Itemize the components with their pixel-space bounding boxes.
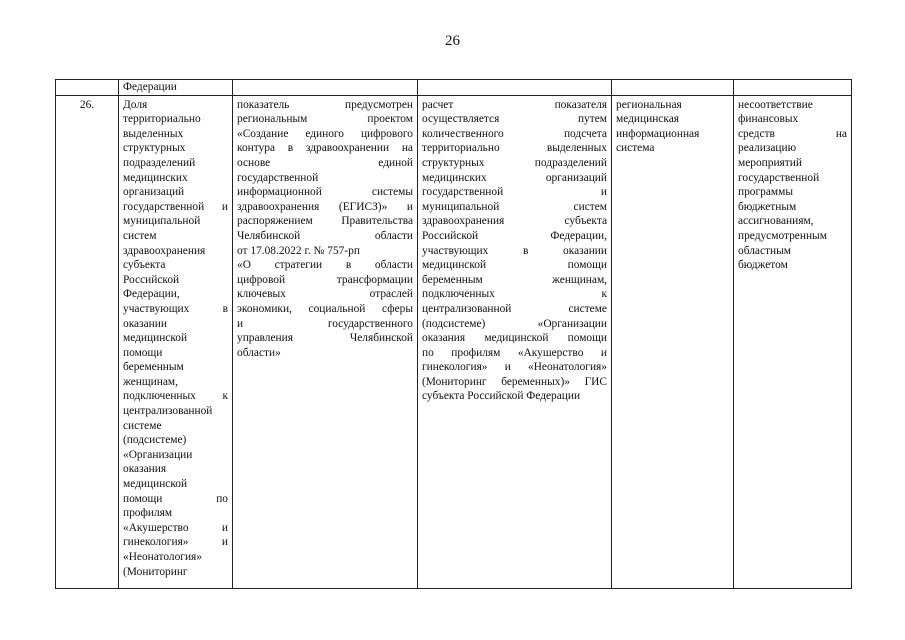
method-line: (подсистеме) «Организации (422, 317, 607, 330)
continued-cell-risk (734, 80, 852, 96)
continued-cell-number (56, 80, 119, 96)
basis-line: Челябинской области (237, 229, 413, 242)
indicator-line: медицинских (123, 171, 188, 184)
indicator-line: подразделений (123, 156, 196, 169)
method-text (422, 98, 607, 404)
basis-line: государственной (237, 171, 319, 184)
method-line: беременным женщинам, (422, 273, 607, 286)
basis-line: экономики, социальной сферы (237, 302, 413, 315)
basis-line: показатель предусмотрен (237, 98, 413, 111)
indicator-line: централизованной (123, 405, 213, 418)
indicator-line: подключенных к (123, 390, 228, 403)
risk-line: средств на (738, 127, 847, 140)
continued-cell-indicator: Федерации (119, 80, 233, 96)
indicator-line: субъекта (123, 259, 166, 272)
method-line: участвующих в оказании (422, 244, 607, 257)
risk-line: финансовых (738, 113, 799, 126)
indicator-line: «Акушерство и (123, 521, 228, 534)
risk-line: ассигнованиям, (738, 215, 814, 228)
indicator-line: женщинам, (123, 375, 178, 388)
basis-line: и государственного (237, 317, 413, 330)
indicator-line: медицинской (123, 478, 188, 491)
indicator-line: здравоохранения (123, 244, 206, 257)
risk-line: программы (738, 186, 793, 199)
indicator-line: оказания (123, 463, 167, 476)
basis-line: распоряжением Правительства (237, 215, 413, 228)
indicator-line: участвующих в (123, 302, 228, 315)
method-line: государственной и (422, 186, 607, 199)
method-line: здравоохранения субъекта (422, 215, 607, 228)
page-number: 26 (445, 33, 460, 49)
risk-line: мероприятий (738, 156, 802, 169)
method-line: субъекта Российской Федерации (422, 390, 581, 403)
basis-line: контура в здравоохранении на (237, 142, 413, 155)
indicator-line: Доля (123, 98, 148, 111)
indicator-line: системе (123, 419, 162, 432)
basis-line: управления Челябинской (237, 332, 413, 345)
risk-line: государственной (738, 171, 820, 184)
risk-line: реализацию (738, 142, 797, 155)
continued-cell-source (612, 80, 734, 96)
method-line: гинекология» и «Неонатология» (422, 361, 607, 374)
risk-cell (734, 95, 852, 588)
source-line: медицинская (616, 113, 680, 126)
indicator-line: государственной и (123, 200, 228, 213)
method-line: медицинских организаций (422, 171, 607, 184)
indicator-line: Российской (123, 273, 180, 286)
indicator-line: профилям (123, 507, 173, 520)
basis-line: ключевых отраслей (237, 288, 413, 301)
basis-line: региональным проектом (237, 113, 413, 126)
source-line: региональная (616, 98, 682, 111)
method-line: медицинской помощи (422, 259, 607, 272)
indicator-line: «Неонатология» (123, 551, 202, 563)
indicator-line: помощи (123, 346, 163, 359)
risk-line: бюджетом (738, 259, 788, 272)
indicator-cell (119, 95, 233, 588)
basis-line: «О стратегии в области (237, 259, 413, 272)
basis-line: «Создание единого цифрового (237, 127, 413, 140)
basis-text (237, 98, 413, 361)
method-cell (418, 95, 612, 588)
risk-line: предусмотренным (738, 229, 827, 242)
indicator-line: (Мониторинг (123, 565, 188, 578)
method-line: расчет показателя (422, 98, 607, 111)
basis-line: от 17.08.2022 г. № 757-рп (237, 244, 360, 257)
risk-line: областным (738, 244, 791, 257)
basis-line: цифровой трансформации (237, 273, 413, 286)
method-line: структурных подразделений (422, 156, 607, 169)
indicator-line: выделенных (123, 127, 184, 140)
table-row (56, 95, 852, 588)
basis-line: области» (237, 346, 281, 359)
method-line: централизованной системе (422, 302, 607, 315)
indicators-table (55, 79, 852, 589)
method-line: территориально выделенных (422, 142, 607, 155)
indicator-line: муниципальной (123, 215, 201, 228)
indicator-line: территориально (123, 113, 201, 126)
method-line: осуществляется путем (422, 113, 607, 126)
indicator-line: (подсистеме) (123, 434, 187, 447)
method-line: по профилям «Акушерство и (422, 346, 607, 359)
method-line: муниципальной систем (422, 200, 607, 213)
indicator-line: «Организации (123, 448, 193, 461)
indicator-line: систем (123, 229, 157, 242)
method-line: (Мониторинг беременных)» ГИС (422, 375, 607, 388)
indicator-line: медицинской (123, 332, 188, 345)
method-line: Российской Федерации, (422, 229, 607, 242)
risk-text (738, 98, 847, 273)
basis-line: здравоохранения (ЕГИСЗ)» и (237, 200, 413, 213)
source-line: информационная (616, 127, 700, 140)
indicator-line: оказании (123, 317, 167, 330)
basis-line: основе единой (237, 156, 413, 169)
method-line: оказания медицинской помощи (422, 332, 607, 345)
continued-row (56, 80, 852, 96)
source-text (616, 98, 729, 156)
indicator-line: Федерации, (123, 288, 180, 301)
risk-line: бюджетным (738, 200, 797, 213)
indicator-text (123, 98, 228, 580)
risk-line: несоответствие (738, 98, 813, 111)
basis-line: информационной системы (237, 186, 413, 199)
indicator-line: беременным (123, 361, 184, 374)
indicator-line: структурных (123, 142, 186, 155)
basis-cell (233, 95, 418, 588)
indicator-line: гинекология» и (123, 536, 228, 549)
method-line: подключенных к (422, 288, 607, 301)
source-line: система (616, 142, 655, 155)
indicator-line: организаций (123, 186, 185, 199)
row-number: 26. (56, 95, 119, 588)
method-line: количественного подсчета (422, 127, 607, 140)
source-cell (612, 95, 734, 588)
continued-cell-basis (233, 80, 418, 96)
indicator-line: помощи по (123, 492, 228, 505)
continued-cell-method (418, 80, 612, 96)
